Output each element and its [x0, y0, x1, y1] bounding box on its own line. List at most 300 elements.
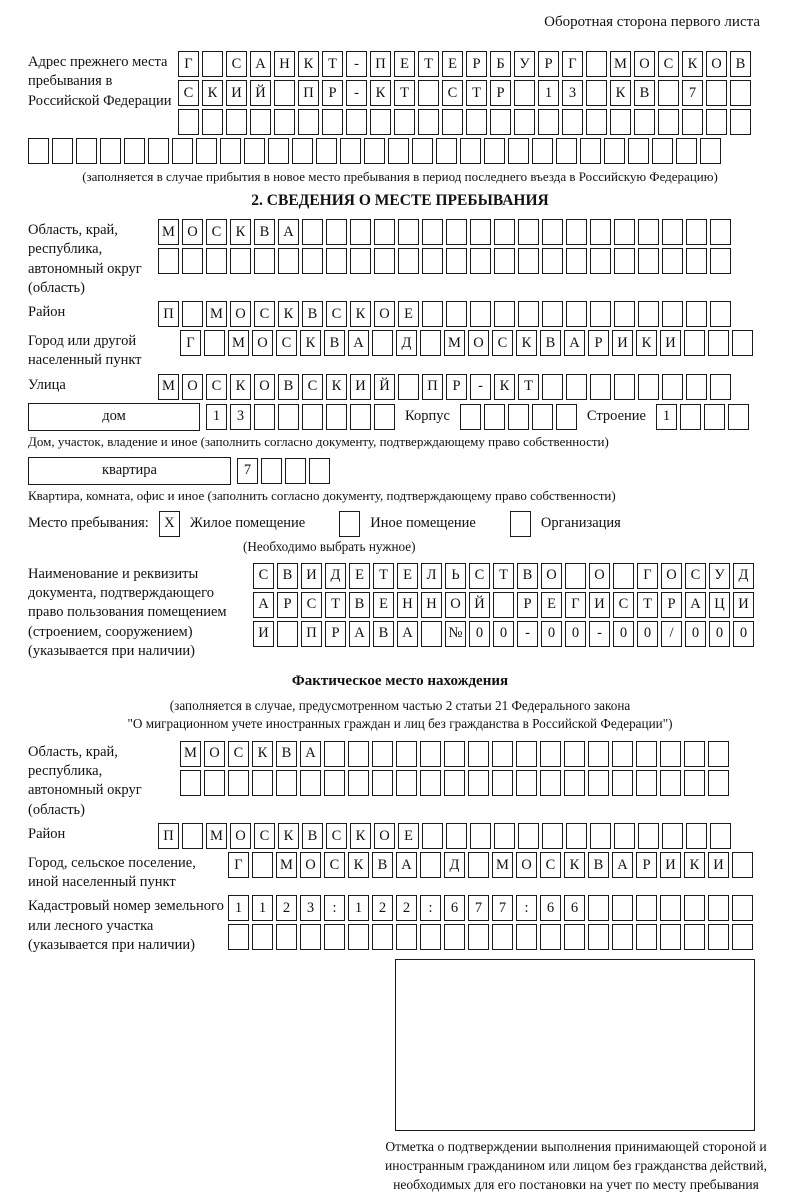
- char-box: Р: [538, 51, 559, 77]
- char-box: [706, 109, 727, 135]
- char-box: [300, 924, 321, 950]
- char-box: [542, 374, 563, 400]
- char-box: А: [685, 592, 706, 618]
- char-box: [348, 741, 369, 767]
- cadastral-row-2: [228, 924, 753, 950]
- char-box: В: [302, 823, 323, 849]
- char-box: С: [226, 51, 247, 77]
- char-box: М: [206, 823, 227, 849]
- char-box: О: [541, 563, 562, 589]
- char-box: У: [709, 563, 730, 589]
- char-box: [398, 219, 419, 245]
- char-box: [662, 823, 683, 849]
- char-box: [564, 924, 585, 950]
- char-box: К: [348, 852, 369, 878]
- char-box: А: [564, 330, 585, 356]
- char-box: С: [324, 852, 345, 878]
- char-box: [730, 80, 751, 106]
- char-box: С: [658, 51, 679, 77]
- prev-address-row-1: [178, 51, 751, 77]
- char-box: Г: [180, 330, 201, 356]
- char-box: [680, 404, 701, 430]
- char-box: 7: [492, 895, 513, 921]
- option-other-premises-label: Иное помещение: [370, 515, 476, 532]
- char-box: [493, 592, 514, 618]
- char-box: Е: [398, 823, 419, 849]
- char-box: Р: [636, 852, 657, 878]
- char-box: :: [324, 895, 345, 921]
- char-box: В: [540, 330, 561, 356]
- char-box: [566, 219, 587, 245]
- char-box: К: [350, 823, 371, 849]
- char-box: О: [300, 852, 321, 878]
- char-box: [422, 248, 443, 274]
- char-box: С: [206, 219, 227, 245]
- char-box: [684, 330, 705, 356]
- char-box: [324, 741, 345, 767]
- char-box: Р: [466, 51, 487, 77]
- char-box: К: [370, 80, 391, 106]
- char-box: [226, 109, 247, 135]
- char-box: [252, 852, 273, 878]
- char-box: О: [589, 563, 610, 589]
- prev-address-caption: (заполняется в случае прибытия в новое место пребывания в период последнего въезда в Российскую Федерацию): [82, 169, 718, 184]
- char-box: [586, 51, 607, 77]
- char-box: К: [610, 80, 631, 106]
- cadastral-row-1: [228, 895, 753, 921]
- char-box: [470, 301, 491, 327]
- char-box: Т: [637, 592, 658, 618]
- char-box: [518, 248, 539, 274]
- char-box: О: [661, 563, 682, 589]
- char-box: [614, 219, 635, 245]
- char-box: Е: [397, 563, 418, 589]
- char-box: [446, 823, 467, 849]
- actual-city-row: [228, 852, 753, 878]
- char-box: В: [324, 330, 345, 356]
- char-box: М: [492, 852, 513, 878]
- stamp-box: [395, 959, 755, 1131]
- region-label: Область, край, республика, автономный округ (область): [28, 222, 142, 296]
- field-actual-district: [28, 823, 772, 849]
- char-box: В: [277, 563, 298, 589]
- char-box: [446, 301, 467, 327]
- char-box: 7: [682, 80, 703, 106]
- char-box: [202, 109, 223, 135]
- field-ownership-document: [28, 563, 772, 661]
- char-box: [508, 138, 529, 164]
- char-box: [700, 138, 721, 164]
- char-box: К: [230, 219, 251, 245]
- char-box: [484, 404, 505, 430]
- char-box: К: [684, 852, 705, 878]
- char-box: П: [158, 301, 179, 327]
- char-box: 2: [372, 895, 393, 921]
- char-box: О: [230, 301, 251, 327]
- char-box: [613, 563, 634, 589]
- char-box: [254, 404, 275, 430]
- char-box: И: [301, 563, 322, 589]
- char-box: 1: [228, 895, 249, 921]
- char-box: [580, 138, 601, 164]
- char-box: -: [346, 80, 367, 106]
- char-box: [516, 770, 537, 796]
- char-box: О: [230, 823, 251, 849]
- char-box: [460, 404, 481, 430]
- char-box: [564, 741, 585, 767]
- char-box: 0: [637, 621, 658, 647]
- char-box: С: [326, 823, 347, 849]
- char-box: [604, 138, 625, 164]
- char-box: М: [206, 301, 227, 327]
- char-box: О: [516, 852, 537, 878]
- char-box: К: [298, 51, 319, 77]
- field-region: [28, 219, 772, 298]
- char-box: [204, 330, 225, 356]
- char-box: [564, 770, 585, 796]
- char-box: 6: [564, 895, 585, 921]
- char-box: Р: [661, 592, 682, 618]
- char-box: Р: [446, 374, 467, 400]
- char-box: [662, 219, 683, 245]
- char-box: [324, 924, 345, 950]
- char-box: 3: [300, 895, 321, 921]
- char-box: [276, 770, 297, 796]
- char-box: Е: [398, 301, 419, 327]
- char-box: Н: [421, 592, 442, 618]
- char-box: [636, 770, 657, 796]
- char-box: [388, 138, 409, 164]
- char-box: 1: [348, 895, 369, 921]
- char-box: [686, 301, 707, 327]
- char-box: [710, 301, 731, 327]
- actual-region-row-1: [180, 741, 729, 767]
- char-box: С: [469, 563, 490, 589]
- char-box: Т: [518, 374, 539, 400]
- char-box: [484, 138, 505, 164]
- char-box: В: [588, 852, 609, 878]
- char-box: [662, 374, 683, 400]
- char-box: Д: [733, 563, 754, 589]
- char-box: [492, 741, 513, 767]
- char-box: [350, 248, 371, 274]
- char-box: [398, 374, 419, 400]
- char-box: В: [372, 852, 393, 878]
- char-box: М: [180, 741, 201, 767]
- char-box: -: [589, 621, 610, 647]
- char-box: 0: [709, 621, 730, 647]
- char-box: А: [349, 621, 370, 647]
- char-box: Р: [277, 592, 298, 618]
- char-box: [396, 770, 417, 796]
- char-box: Н: [397, 592, 418, 618]
- char-box: [588, 924, 609, 950]
- char-box: [614, 823, 635, 849]
- char-box: 7: [468, 895, 489, 921]
- char-box: [206, 248, 227, 274]
- char-box: К: [350, 301, 371, 327]
- char-box: [686, 248, 707, 274]
- stroenie-label: Строение: [586, 408, 646, 425]
- char-box: 7: [237, 458, 258, 484]
- prev-address-label: Адрес прежнего места пребывания в Российской Федерации: [28, 54, 172, 109]
- char-box: С: [253, 563, 274, 589]
- char-box: В: [730, 51, 751, 77]
- char-box: О: [706, 51, 727, 77]
- char-box: [708, 770, 729, 796]
- char-box: [436, 138, 457, 164]
- char-box: [518, 823, 539, 849]
- char-box: Д: [444, 852, 465, 878]
- char-box: М: [228, 330, 249, 356]
- char-box: 0: [733, 621, 754, 647]
- char-box: [268, 138, 289, 164]
- char-box: [710, 248, 731, 274]
- char-box: К: [230, 374, 251, 400]
- char-box: [660, 895, 681, 921]
- char-box: [398, 248, 419, 274]
- char-box: [540, 924, 561, 950]
- char-box: 0: [541, 621, 562, 647]
- char-box: [662, 301, 683, 327]
- actual-district-label: Район: [28, 825, 66, 842]
- char-box: А: [612, 852, 633, 878]
- char-box: №: [445, 621, 466, 647]
- char-box: :: [516, 895, 537, 921]
- char-box: [418, 109, 439, 135]
- char-box: М: [444, 330, 465, 356]
- char-box: А: [348, 330, 369, 356]
- region-row-1: [158, 219, 731, 245]
- char-box: [420, 852, 441, 878]
- char-box: И: [660, 330, 681, 356]
- char-box: [277, 621, 298, 647]
- char-box: Г: [228, 852, 249, 878]
- char-box: -: [470, 374, 491, 400]
- char-box: И: [226, 80, 247, 106]
- char-box: [566, 823, 587, 849]
- char-box: [710, 823, 731, 849]
- ownership-doc-row-2: [253, 592, 754, 618]
- char-box: [682, 109, 703, 135]
- char-box: К: [494, 374, 515, 400]
- char-box: [518, 219, 539, 245]
- char-box: [340, 138, 361, 164]
- char-box: [684, 924, 705, 950]
- char-box: 1: [206, 404, 227, 430]
- char-box: [514, 80, 535, 106]
- char-box: Т: [373, 563, 394, 589]
- char-box: Б: [490, 51, 511, 77]
- char-box: Д: [396, 330, 417, 356]
- char-box: [261, 458, 282, 484]
- korpus-boxes: [460, 404, 577, 430]
- char-box: К: [682, 51, 703, 77]
- char-box: П: [370, 51, 391, 77]
- char-box: [52, 138, 73, 164]
- char-box: [446, 248, 467, 274]
- char-box: Д: [325, 563, 346, 589]
- char-box: Л: [421, 563, 442, 589]
- char-box: [516, 741, 537, 767]
- char-box: [686, 219, 707, 245]
- char-box: -: [517, 621, 538, 647]
- district-label: Район: [28, 304, 66, 321]
- char-box: [590, 823, 611, 849]
- char-box: /: [661, 621, 682, 647]
- char-box: [684, 770, 705, 796]
- char-box: И: [612, 330, 633, 356]
- char-box: А: [396, 852, 417, 878]
- char-box: А: [250, 51, 271, 77]
- char-box: [468, 770, 489, 796]
- char-box: В: [349, 592, 370, 618]
- char-box: [518, 301, 539, 327]
- char-box: [316, 138, 337, 164]
- char-box: [370, 109, 391, 135]
- char-box: [492, 770, 513, 796]
- char-box: [732, 924, 753, 950]
- char-box: [396, 924, 417, 950]
- char-box: [532, 404, 553, 430]
- char-box: [396, 741, 417, 767]
- char-box: [254, 248, 275, 274]
- char-box: С: [254, 301, 275, 327]
- char-box: [566, 374, 587, 400]
- char-box: Е: [442, 51, 463, 77]
- char-box: [172, 138, 193, 164]
- char-box: [676, 138, 697, 164]
- char-box: [636, 924, 657, 950]
- char-box: И: [350, 374, 371, 400]
- char-box: 6: [540, 895, 561, 921]
- char-box: [638, 301, 659, 327]
- apartment-caption: Квартира, комната, офис и иное (заполнить согласно документу, подтверждающему право собственности): [28, 487, 616, 503]
- checkbox-organization: [510, 511, 531, 537]
- char-box: [638, 219, 659, 245]
- city-row: [180, 330, 753, 356]
- char-box: [182, 248, 203, 274]
- char-box: Е: [373, 592, 394, 618]
- char-box: [374, 248, 395, 274]
- char-box: [278, 248, 299, 274]
- char-box: К: [278, 301, 299, 327]
- char-box: [302, 219, 323, 245]
- option-residential-label: Жилое помещение: [189, 515, 306, 532]
- char-box: Е: [394, 51, 415, 77]
- apartment-row: [28, 457, 772, 485]
- char-box: [532, 138, 553, 164]
- char-box: [228, 924, 249, 950]
- char-box: И: [253, 621, 274, 647]
- char-box: А: [278, 219, 299, 245]
- prev-address-row-2: [178, 80, 751, 106]
- char-box: [660, 770, 681, 796]
- city-label: Город или другой населенный пункт: [28, 333, 142, 369]
- char-box: [202, 51, 223, 77]
- prev-address-row-4: [28, 138, 772, 164]
- char-box: [634, 109, 655, 135]
- char-box: [684, 895, 705, 921]
- char-box: К: [252, 741, 273, 767]
- char-box: А: [300, 741, 321, 767]
- char-box: [732, 852, 753, 878]
- char-box: [302, 404, 323, 430]
- apartment-number-boxes: [237, 458, 330, 484]
- char-box: [204, 770, 225, 796]
- char-box: 0: [469, 621, 490, 647]
- char-box: [566, 248, 587, 274]
- char-box: 3: [230, 404, 251, 430]
- korpus-label: Корпус: [405, 408, 450, 425]
- char-box: [372, 330, 393, 356]
- char-box: [540, 741, 561, 767]
- char-box: [614, 301, 635, 327]
- char-box: Е: [349, 563, 370, 589]
- choose-note: (Необходимо выбрать нужное): [243, 538, 416, 554]
- char-box: [412, 138, 433, 164]
- char-box: [468, 741, 489, 767]
- char-box: [124, 138, 145, 164]
- char-box: [178, 109, 199, 135]
- char-box: [588, 770, 609, 796]
- stroenie-boxes: [656, 404, 749, 430]
- char-box: [274, 109, 295, 135]
- char-box: П: [298, 80, 319, 106]
- char-box: [324, 770, 345, 796]
- actual-location-title: Фактическое место нахождения: [291, 673, 509, 690]
- char-box: [470, 823, 491, 849]
- char-box: О: [634, 51, 655, 77]
- char-box: 0: [613, 621, 634, 647]
- char-box: [421, 621, 442, 647]
- char-box: [300, 770, 321, 796]
- char-box: С: [276, 330, 297, 356]
- char-box: :: [420, 895, 441, 921]
- char-box: Й: [250, 80, 271, 106]
- char-box: 1: [252, 895, 273, 921]
- char-box: [660, 924, 681, 950]
- char-box: [394, 109, 415, 135]
- char-box: О: [182, 219, 203, 245]
- char-box: [614, 374, 635, 400]
- char-box: Р: [325, 621, 346, 647]
- char-box: [556, 138, 577, 164]
- char-box: Т: [394, 80, 415, 106]
- stamp-caption: Отметка о подтверждении выполнения принимающей стороной и иностранным гражданином или лицом без гражданства действий, необходимых для его постановки на учет по месту пребывания: [385, 1139, 767, 1193]
- char-box: [588, 741, 609, 767]
- char-box: М: [610, 51, 631, 77]
- char-box: [638, 374, 659, 400]
- char-box: С: [206, 374, 227, 400]
- char-box: [728, 404, 749, 430]
- char-box: [460, 138, 481, 164]
- field-actual-region: [28, 741, 772, 820]
- char-box: [590, 374, 611, 400]
- char-box: О: [204, 741, 225, 767]
- char-box: [636, 895, 657, 921]
- char-box: П: [422, 374, 443, 400]
- char-box: [444, 741, 465, 767]
- char-box: В: [302, 301, 323, 327]
- char-box: [468, 924, 489, 950]
- char-box: В: [634, 80, 655, 106]
- checkbox-other-premises: [339, 511, 360, 537]
- char-box: [586, 80, 607, 106]
- actual-district-row: [158, 823, 731, 849]
- checkbox-residential: X: [159, 511, 180, 537]
- char-box: С: [540, 852, 561, 878]
